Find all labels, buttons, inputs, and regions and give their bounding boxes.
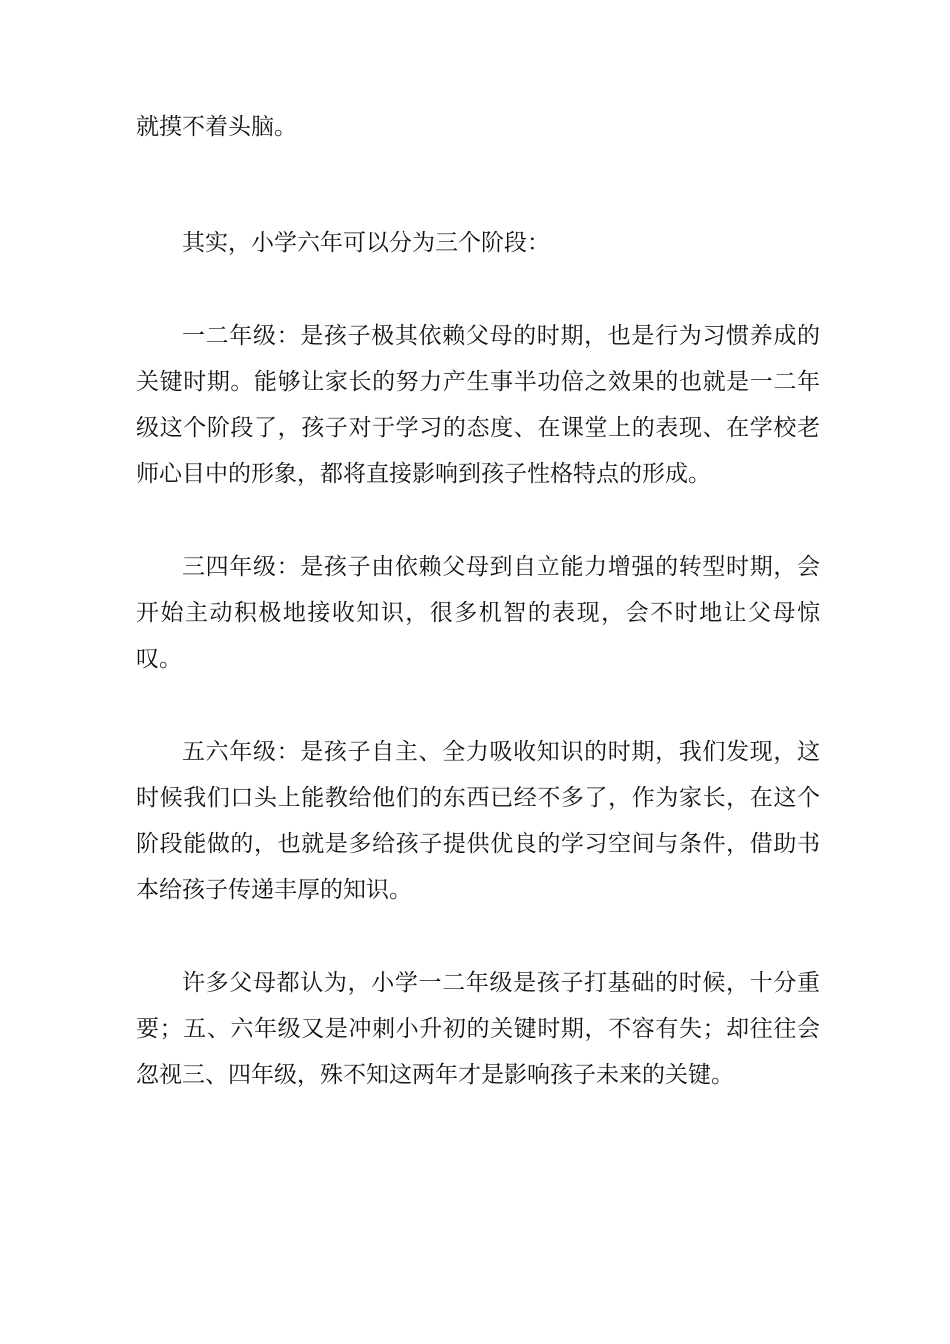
paragraph-conclusion: 许多父母都认为，小学一二年级是孩子打基础的时候，十分重要；五、六年级又是冲刺小升初的关键时期，不容有失；却往往会忽视三、四年级，殊不知这两年才是影响孩子未来的关键。 <box>136 970 820 1088</box>
paragraph-grade-1-2: 一二年级：是孩子极其依赖父母的时期，也是行为习惯养成的关键时期。能够让家长的努力产生事半功倍之效果的也就是一二年级这个阶段了，孩子对于学习的态度、在课堂上的表现、在学校老师心目中的形象，都将直接影响到孩子性格特点的形成。 <box>136 323 820 487</box>
paragraph-grade-3-4: 三四年级：是孩子由依赖父母到自立能力增强的转型时期，会开始主动积极地接收知识，很多机智的表现，会不时地让父母惊叹。 <box>136 554 820 672</box>
paragraph-continuation: 就摸不着头脑。 <box>136 114 297 140</box>
paragraph-intro: 其实，小学六年可以分为三个阶段： <box>182 230 550 256</box>
document-body <box>136 104 820 1145</box>
paragraph-grade-5-6: 五六年级：是孩子自主、全力吸收知识的时期，我们发现，这时候我们口头上能教给他们的东西已经不多了，作为家长，在这个阶段能做的，也就是多给孩子提供优良的学习空间与条件，借助书本给孩子传递丰厚的知识。 <box>136 739 820 903</box>
